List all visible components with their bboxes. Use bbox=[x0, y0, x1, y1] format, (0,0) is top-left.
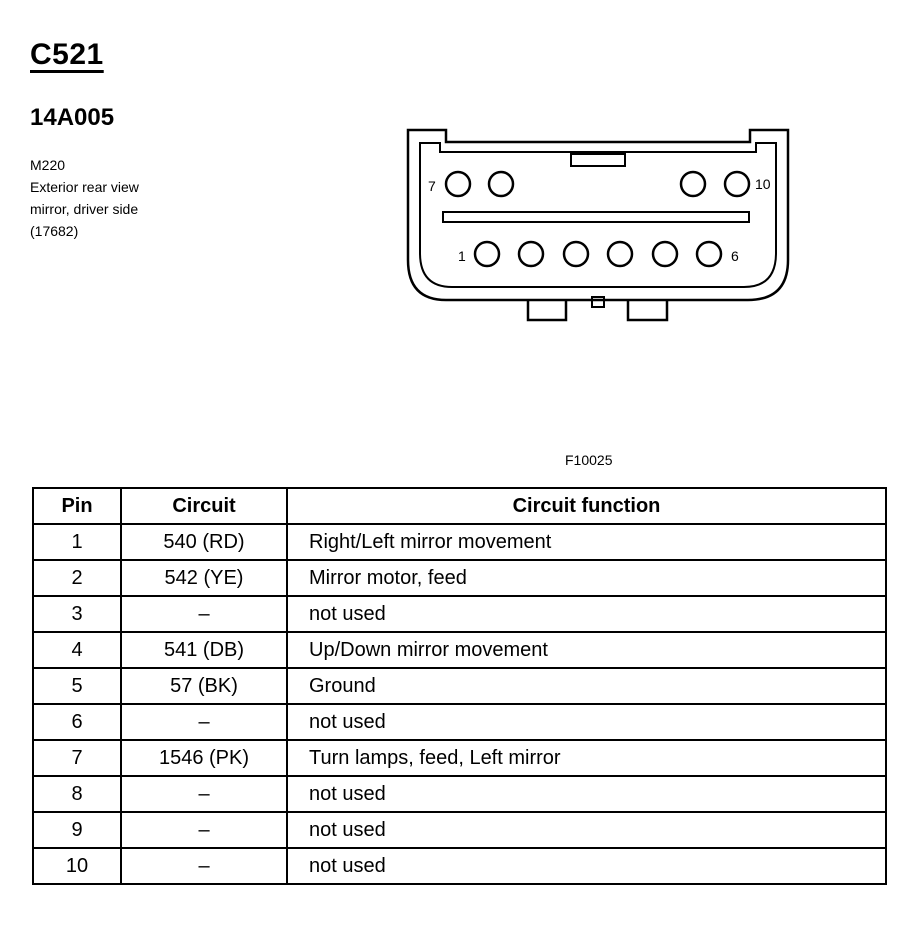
table-row bbox=[33, 524, 886, 560]
function-cell: Mirror motor, feed bbox=[287, 560, 886, 596]
pin-cell: 2 bbox=[33, 560, 121, 596]
description-line: Exterior rear view bbox=[30, 179, 139, 195]
pin-cell: 9 bbox=[33, 812, 121, 848]
description-line: M220 bbox=[30, 157, 66, 173]
pin-cell: 8 bbox=[33, 776, 121, 812]
table-row bbox=[33, 560, 886, 596]
table-row bbox=[33, 596, 886, 632]
column-header-pin: Pin bbox=[33, 488, 121, 524]
circuit-cell: 1546 (PK) bbox=[121, 740, 287, 776]
function-cell: not used bbox=[287, 812, 886, 848]
pin-cell: 6 bbox=[33, 704, 121, 740]
pin-3-socket bbox=[564, 242, 588, 266]
pin-6-socket bbox=[697, 242, 721, 266]
function-cell: not used bbox=[287, 704, 886, 740]
circuit-cell: 541 (DB) bbox=[121, 632, 287, 668]
description-line: (17682) bbox=[30, 223, 79, 239]
description-line: mirror, driver side bbox=[30, 201, 139, 217]
connector-description bbox=[30, 154, 139, 242]
divider-bar bbox=[443, 212, 749, 222]
circuit-cell: 542 (YE) bbox=[121, 560, 287, 596]
pin-10-socket bbox=[725, 172, 749, 196]
function-cell: not used bbox=[287, 776, 886, 812]
pin-label-6: 6 bbox=[731, 248, 739, 264]
latch-left bbox=[528, 300, 566, 320]
key-tab bbox=[571, 154, 625, 166]
pin-7-socket bbox=[446, 172, 470, 196]
function-cell: not used bbox=[287, 596, 886, 632]
circuit-cell: – bbox=[121, 812, 287, 848]
pin-label-7: 7 bbox=[428, 178, 436, 194]
latch-right bbox=[628, 300, 667, 320]
pinout-table bbox=[32, 487, 887, 885]
circuit-cell: 540 (RD) bbox=[121, 524, 287, 560]
function-cell: Right/Left mirror movement bbox=[287, 524, 886, 560]
connector-face-inner bbox=[420, 143, 776, 287]
latch-center-nub bbox=[592, 297, 604, 307]
table-row bbox=[33, 812, 886, 848]
connector-housing-outline bbox=[408, 130, 788, 300]
function-cell: Up/Down mirror movement bbox=[287, 632, 886, 668]
function-cell: Ground bbox=[287, 668, 886, 704]
pin-1-socket bbox=[475, 242, 499, 266]
circuit-cell: – bbox=[121, 704, 287, 740]
circuit-cell: – bbox=[121, 596, 287, 632]
table-row bbox=[33, 632, 886, 668]
column-header-function: Circuit function bbox=[287, 488, 886, 524]
function-cell: Turn lamps, feed, Left mirror bbox=[287, 740, 886, 776]
circuit-cell: – bbox=[121, 776, 287, 812]
part-number: 14A005 bbox=[30, 104, 115, 131]
pin-cell: 1 bbox=[33, 524, 121, 560]
pin-cell: 3 bbox=[33, 596, 121, 632]
pin-9-socket bbox=[681, 172, 705, 196]
table-row bbox=[33, 776, 886, 812]
column-header-circuit: Circuit bbox=[121, 488, 287, 524]
pin-label-10: 10 bbox=[755, 176, 771, 192]
pin-label-1: 1 bbox=[458, 248, 466, 264]
circuit-cell: – bbox=[121, 848, 287, 884]
pin-cell: 7 bbox=[33, 740, 121, 776]
pin-cell: 4 bbox=[33, 632, 121, 668]
pin-2-socket bbox=[519, 242, 543, 266]
pin-cell: 10 bbox=[33, 848, 121, 884]
table-row bbox=[33, 668, 886, 704]
pin-4-socket bbox=[608, 242, 632, 266]
function-cell: not used bbox=[287, 848, 886, 884]
pin-8-socket bbox=[489, 172, 513, 196]
connector-id: C521 bbox=[30, 38, 104, 71]
table-row bbox=[33, 704, 886, 740]
figure-code: F10025 bbox=[565, 452, 613, 468]
table-row bbox=[33, 740, 886, 776]
pin-5-socket bbox=[653, 242, 677, 266]
pin-cell: 5 bbox=[33, 668, 121, 704]
table-header-row bbox=[33, 488, 886, 524]
connector-face-diagram bbox=[400, 125, 790, 325]
circuit-cell: 57 (BK) bbox=[121, 668, 287, 704]
table-row bbox=[33, 848, 886, 884]
